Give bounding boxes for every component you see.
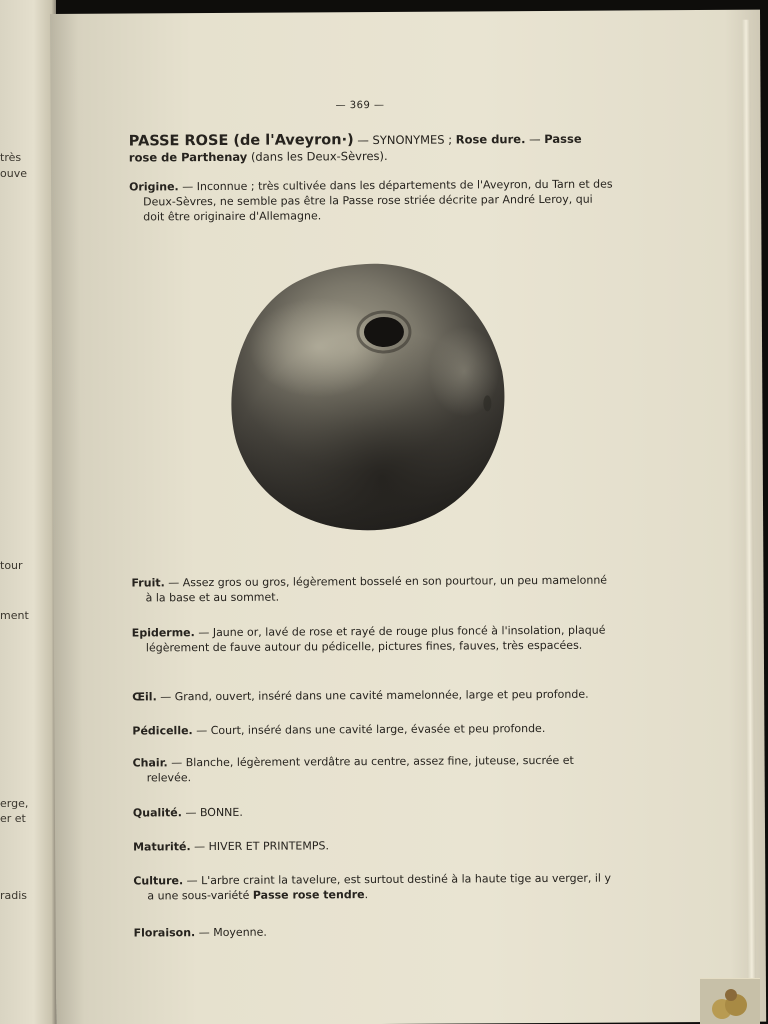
culture-end: .: [364, 888, 369, 902]
right-page: [50, 10, 766, 1024]
fruit-thumbnail-icon: [700, 979, 760, 1024]
culture-label: Culture.: [133, 874, 184, 888]
fruit-text: — Assez gros ou gros, légèrement bosselé en son pourtour, un peu mamelonné à la base et au sommet.: [145, 573, 608, 605]
left-page-fragment: ouve: [0, 167, 27, 180]
maturite-text: — HIVER ET PRINTEMPS.: [190, 839, 330, 854]
oeil-label: Œil.: [132, 690, 157, 704]
entry-heading: [129, 131, 599, 166]
origine-label: Origine.: [129, 180, 179, 194]
synonym-dash: —: [525, 131, 545, 147]
apple-eye: [364, 317, 404, 347]
qualite-paragraph: [133, 803, 617, 821]
qualite-label: Qualité.: [132, 806, 182, 820]
page-number: — 369 —: [335, 99, 385, 112]
left-page-fragment: er et: [0, 812, 26, 825]
left-page-fragment: tour: [0, 559, 23, 572]
chair-text: — Blanche, légèrement verdâtre au centre, assez fine, juteuse, sucrée et relevée.: [146, 753, 574, 785]
synonym-2: Passe rose de Parthenay: [128, 131, 582, 165]
maturite-label: Maturité.: [133, 840, 191, 854]
oeil-paragraph: [132, 687, 616, 705]
floraison-text: — Moyenne.: [195, 925, 267, 940]
floraison-label: Floraison.: [133, 926, 196, 940]
culture-variety: Passe rose tendre: [252, 888, 365, 902]
maturite-paragraph: [133, 837, 617, 855]
origine-paragraph: [129, 177, 613, 225]
left-page-fragment: très: [0, 151, 22, 164]
synonym-1: Rose dure.: [455, 132, 526, 147]
left-page-fragment: radis: [0, 889, 28, 902]
left-page-fragment: erge,: [0, 797, 29, 810]
synonym-suffix: (dans les Deux-Sèvres).: [247, 148, 388, 164]
culture-text: — L'arbre craint la tavelure, est surtout destiné à la haute tige au verger, il y a une sous-variété: [147, 871, 612, 903]
chair-paragraph: [133, 753, 617, 786]
pedicelle-text: — Court, inséré dans une cavité large, évasée et peu profonde.: [192, 721, 546, 738]
apple-illustration: [223, 251, 507, 535]
pedicelle-paragraph: [132, 721, 616, 739]
epiderme-label: Epiderme.: [131, 626, 195, 640]
left-page: [0, 0, 56, 1024]
fruit-paragraph: [131, 573, 615, 606]
variety-title: PASSE ROSE (de l'Aveyron·): [128, 132, 354, 150]
fruit-label: Fruit.: [131, 576, 165, 590]
pedicelle-label: Pédicelle.: [132, 724, 193, 738]
epiderme-paragraph: [132, 623, 616, 656]
chair-label: Chair.: [132, 756, 168, 770]
qualite-text: — BONNE.: [181, 805, 243, 820]
synonyms-prefix: — SYNONYMES ;: [353, 132, 456, 148]
epiderme-text: — Jaune or, lavé de rose et rayé de rouge plus foncé à l'insolation, plaqué légèrement de fauve autour du pédicelle, pictures fines, fauves, très espacées.: [145, 623, 606, 655]
floraison-paragraph: [134, 923, 618, 941]
culture-paragraph: [133, 871, 617, 904]
corner-thumbnail: [700, 978, 760, 1024]
left-page-fragment: ment: [0, 609, 29, 622]
page-edge: [742, 20, 756, 1024]
oeil-text: — Grand, ouvert, inséré dans une cavité mamelonnée, large et peu profonde.: [156, 687, 589, 704]
origine-text: — Inconnue ; très cultivée dans les départements de l'Aveyron, du Tarn et des Deux-Sèvres, ne semble pas être la Passe rose striée décrite par André Leroy, qui doit être originaire d'Allemagne.: [143, 177, 613, 224]
